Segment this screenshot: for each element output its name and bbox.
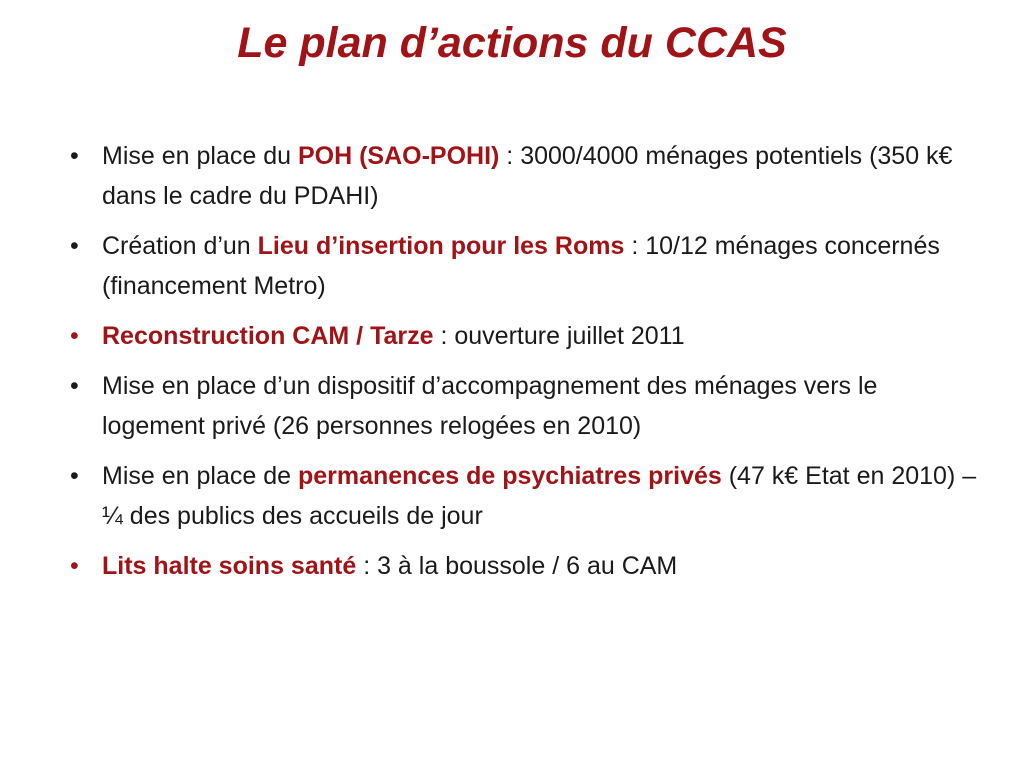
- list-item: [68, 226, 983, 306]
- list-item: [68, 366, 983, 446]
- bullet-dot-icon: •: [70, 142, 79, 170]
- bullet-text-after: : 10/12 ménages concernés (financement Metro): [102, 232, 940, 300]
- bullet-text-before: Mise en place d’un dispositif d’accompagnement des ménages vers le logement privé (26 personnes relogées en 2010): [102, 372, 878, 440]
- bullet-highlight: Lits halte soins santé: [102, 552, 357, 580]
- bullet-text-before: Mise en place de: [102, 462, 298, 490]
- bullet-dot-icon: •: [70, 552, 79, 580]
- bullet-dot-icon: •: [70, 232, 79, 260]
- bullet-highlight: permanences de psychiatres privés: [297, 462, 722, 490]
- bullet-highlight: Reconstruction CAM / Tarze: [102, 322, 434, 350]
- slide-title: Le plan d’actions du CCAS: [237, 19, 787, 67]
- list-item: [68, 316, 983, 356]
- bullet-text-after: : ouverture juillet 2011: [433, 322, 685, 350]
- bullet-highlight: Lieu d’insertion pour les Roms: [257, 232, 625, 260]
- list-item: [68, 456, 983, 536]
- bullet-text-before: Mise en place du: [102, 142, 298, 170]
- bullet-list: [68, 136, 983, 596]
- bullet-text-after: : 3000/4000 ménages potentiels (350 k€ dans le cadre du PDAHI): [102, 142, 953, 210]
- bullet-highlight: POH (SAO-POHI): [297, 142, 500, 170]
- bullet-dot-icon: •: [70, 322, 79, 350]
- bullet-text-after: (47 k€ Etat en 2010) – ¼ des publics des accueils de jour: [102, 462, 977, 530]
- list-item: [68, 136, 983, 216]
- bullet-text-after: : 3 à la boussole / 6 au CAM: [356, 552, 678, 580]
- bullet-dot-icon: •: [70, 462, 79, 490]
- bullet-dot-icon: •: [70, 372, 79, 400]
- list-item: [68, 546, 983, 586]
- bullet-text-before: Création d’un: [102, 232, 258, 260]
